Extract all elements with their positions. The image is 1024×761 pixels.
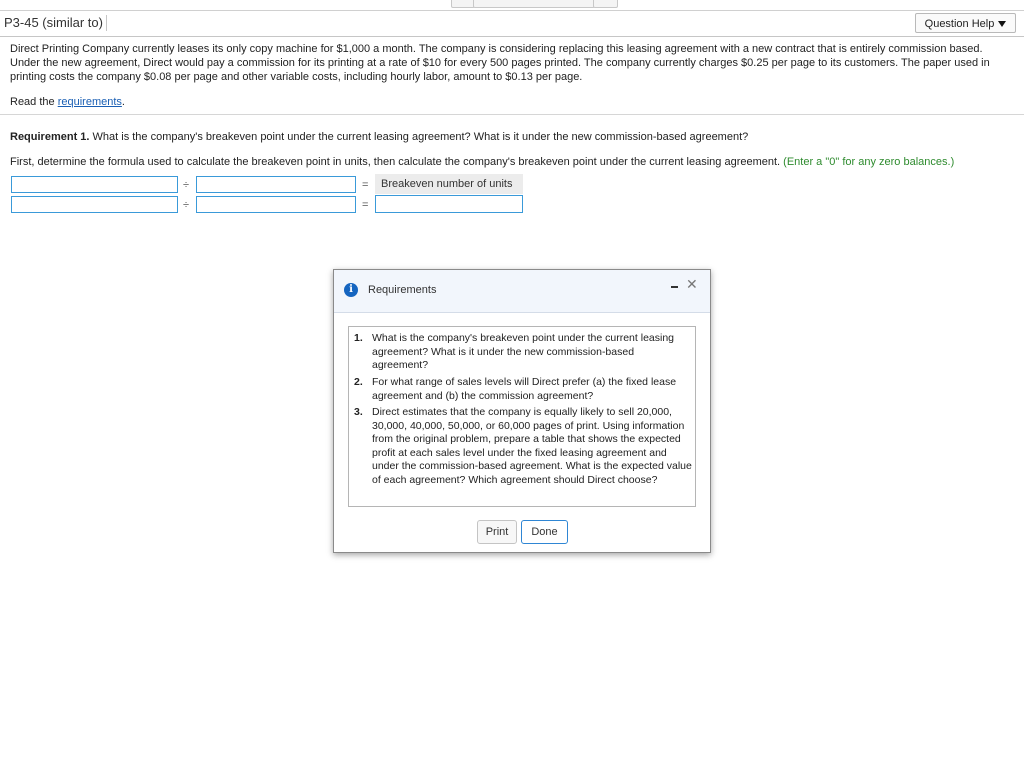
read-requirements-line xyxy=(10,96,125,108)
requirement-1-heading xyxy=(10,131,748,143)
list-item-text: For what range of sales levels will Direct prefer (a) the fixed lease agreement and (b) the commission agreement? xyxy=(372,376,677,402)
requirements-link[interactable]: requirements xyxy=(57,96,122,108)
done-button[interactable]: Done xyxy=(521,520,568,544)
list-item-number: 3. xyxy=(354,406,363,418)
instruction-text xyxy=(10,156,954,168)
formula-row2-input1[interactable] xyxy=(11,196,178,213)
breakeven-label-cell: Breakeven number of units xyxy=(375,174,523,194)
equals-sign: = xyxy=(362,199,369,211)
list-item-number: 1. xyxy=(354,332,363,344)
toolbar-control[interactable] xyxy=(593,0,618,8)
list-item-text: What is the company's breakeven point under the current leasing agreement? What is it under the new commission-based agreement? xyxy=(372,332,675,372)
info-icon: i xyxy=(344,283,358,297)
instruction-body: First, determine the formula used to calculate the breakeven point in units, then calculate the company's breakeven point under the current leasing agreement. xyxy=(10,156,784,168)
minimize-icon[interactable] xyxy=(671,286,678,288)
requirement-1-question: What is the company's breakeven point under the current leasing agreement? What is it under the new commission-based agreement? xyxy=(89,131,749,143)
print-button[interactable]: Print xyxy=(477,520,517,544)
instruction-note: (Enter a "0" for any zero balances.) xyxy=(783,156,955,168)
requirements-dialog xyxy=(333,269,711,553)
divide-sign: ÷ xyxy=(183,199,190,211)
breakeven-result-input[interactable] xyxy=(375,195,523,213)
close-icon[interactable]: ✕ xyxy=(686,276,698,292)
caret-down-icon xyxy=(998,21,1006,27)
requirements-list xyxy=(348,326,696,507)
requirement-1-label: Requirement 1. xyxy=(10,131,90,143)
toolbar-control[interactable] xyxy=(451,0,475,8)
read-suffix: . xyxy=(121,96,125,108)
list-item-number: 2. xyxy=(354,376,363,388)
toolbar-control[interactable] xyxy=(473,0,595,8)
problem-text: Direct Printing Company currently leases its only copy machine for $1,000 a month. The company is considering replacing this leasing agreement with a new contract that is entirely commission based. Under the new agreement, Direct would pay a commission for its printing at a rate of $10 for every 500 pages printed. The company currently charges $0.25 per page to its customers. The paper used in printing costs the company $0.08 per page and other variable costs, including hourly labor, amount to $0.13 per page. xyxy=(10,43,990,83)
question-title: P3-45 (similar to) xyxy=(4,15,107,31)
read-prefix: Read the xyxy=(10,96,58,108)
question-help-button[interactable] xyxy=(915,13,1016,33)
formula-row2-input2[interactable] xyxy=(196,196,356,213)
dialog-header xyxy=(334,270,710,313)
dialog-title: Requirements xyxy=(368,284,437,296)
formula-row1-input2[interactable] xyxy=(196,176,356,193)
question-help-label: Question Help xyxy=(924,18,995,30)
section-divider xyxy=(0,114,1024,115)
formula-row1-input1[interactable] xyxy=(11,176,178,193)
question-header xyxy=(0,10,1024,37)
list-item-text: Direct estimates that the company is equally likely to sell 20,000, 30,000, 40,000, 50,000, or 60,000 pages of print. Using information from the original problem, prepare a table that shows the expected profit at each sales level under the fixed leasing agreement and under the commission-based agreement. What is the expected value of each agreement? Which agreement should Direct choose? xyxy=(372,406,692,486)
equals-sign: = xyxy=(362,179,369,191)
divide-sign: ÷ xyxy=(183,179,190,191)
